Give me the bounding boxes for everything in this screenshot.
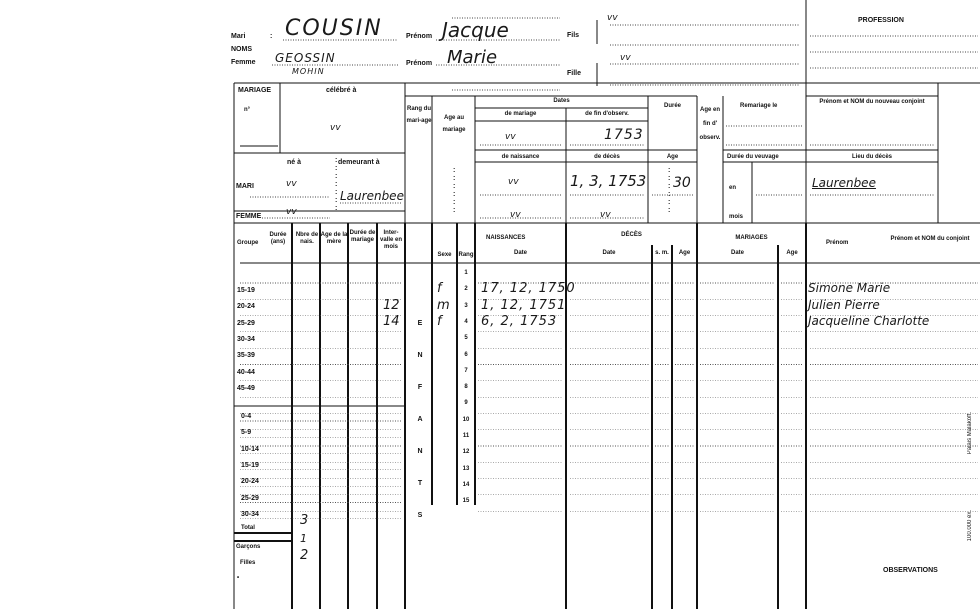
lieu-deces-label: Lieu du décès (851, 154, 892, 160)
rang-number: 6 (464, 351, 468, 358)
groupe-age-top: 35-39 (237, 352, 255, 360)
rang-number: 2 (464, 286, 468, 293)
mari-age-deces-value: 30 (673, 175, 691, 191)
naissances-date-header: Date (513, 250, 527, 256)
femme-prenom-label: Prénom (406, 60, 433, 67)
child-prenom: Simone Marie (808, 281, 891, 296)
mariages-header: MARIAGES (735, 235, 768, 241)
groupe-age-bottom: 20-24 (241, 478, 259, 486)
filles-label: Filles (240, 560, 256, 566)
groupe-age-top: 20-24 (237, 303, 255, 311)
rang-number: 11 (462, 433, 470, 439)
child-prenom: Julien Pierre (808, 297, 880, 312)
duree-veuvage-label: Durée du veuvage (727, 154, 779, 160)
fils-label: Fils (567, 32, 580, 39)
lieu-deces-value: Laurenbee (812, 176, 876, 190)
groupe-age-top: 15-19 (237, 287, 255, 294)
child-birth-date: 17, 12, 1750 (481, 281, 576, 297)
sexe-header: Sexe (437, 252, 452, 258)
femme-naissance-value: vv (510, 210, 521, 220)
rang-number: 5 (464, 335, 468, 342)
mari-prenom-value: Jacque (442, 18, 509, 42)
celebre-value: vv (330, 123, 341, 133)
remariage-label: Remariage le (740, 103, 778, 109)
mari-naissance-value: vv (508, 177, 519, 187)
rang-number: 3 (464, 302, 468, 309)
mari-deces-value: 1, 3, 1753 (570, 172, 647, 190)
age-mere-header: Age de la mère (320, 232, 348, 245)
printer-credit: Palais Malakoff. (967, 412, 973, 455)
child-intervalle: 12 (383, 297, 400, 313)
demeurant-label: demeurant à (338, 159, 380, 166)
deces-header: DÉCÈS (621, 232, 642, 238)
bottom-marker: • (237, 575, 240, 581)
mari-colon: : (270, 33, 273, 40)
date-mariage-value: vv (505, 132, 516, 142)
enfants-letter: A (417, 416, 423, 423)
fils-mark: vv (607, 13, 618, 23)
mari-prenom-label: Prénom (406, 33, 433, 40)
femme-row-label: FEMME (236, 213, 262, 220)
age-sub-label: Age (666, 154, 679, 160)
groupe-age-top: 45-49 (237, 384, 255, 392)
groupe-age-top: 30-34 (237, 335, 255, 343)
enfants-letter: N (417, 352, 423, 359)
rang-mariage-label: Rang du mari-age (406, 106, 432, 124)
prenom-header: Prénom (826, 240, 849, 246)
enfants-letter: F (417, 384, 423, 391)
nbre-header: Nbre de nais. (295, 232, 319, 245)
mari-nom-value: COUSIN (285, 16, 383, 41)
rang-number: 13 (462, 465, 470, 472)
intervalle-header: Inter-valle en mois (379, 230, 402, 250)
child-sexe: f (437, 313, 442, 329)
groupe-age-bottom: 15-19 (241, 461, 259, 469)
femme-label: Femme (231, 59, 256, 66)
duree-mariage-header: Durée de mariage (349, 230, 376, 243)
age-fin-obs-label: Age en fin d' observ. (699, 107, 721, 141)
en-label: en (729, 185, 737, 191)
celebre-label: célébré à (326, 87, 357, 94)
femme-prenom-value: Marie (447, 47, 498, 68)
groupe-age-bottom: 30-34 (241, 510, 259, 518)
groupe-age-bottom: 5-9 (241, 429, 252, 437)
rang-number: 12 (462, 449, 470, 456)
rang-number: 14 (462, 481, 470, 488)
mois-label: mois (729, 214, 744, 220)
age-dots: : : : : : : (453, 167, 456, 214)
rang-number: 8 (464, 384, 468, 391)
groupe-age-bottom: 25-29 (241, 494, 259, 502)
garcons-value: 1 (300, 532, 307, 545)
groupe-age-top: 40-44 (237, 368, 255, 376)
de-naissance-label: de naissance (501, 154, 540, 160)
rang-number: 9 (464, 400, 468, 407)
print-run: 100.000 ex. (967, 510, 973, 542)
enfants-letter: E (417, 320, 423, 327)
deces-age-header: Age (678, 250, 691, 256)
mariages-date-header: Date (730, 250, 744, 256)
rang-number: 4 (464, 318, 468, 325)
mariage-title: MARIAGE (238, 87, 272, 94)
de-mariage-label: de mariage (504, 111, 537, 117)
total-value: 3 (300, 513, 309, 528)
enfants-letter: N (417, 448, 423, 455)
separator-dots: : : : : : : : (335, 157, 338, 212)
groupe-age-bottom: 10-14 (241, 445, 259, 453)
nouveau-conjoint-label: Prénom et NOM du nouveau conjoint (819, 99, 925, 105)
de-deces-label: de décès (594, 154, 620, 160)
fille-label: Fille (567, 70, 582, 77)
rang-number: 1 (464, 270, 468, 276)
groupe-age-top: 25-29 (237, 319, 255, 327)
enfants-letter: S (417, 512, 423, 519)
rang-header: Rang (458, 252, 474, 258)
deces-date-header: Date (602, 250, 616, 256)
femme-deces-value: vv (600, 210, 611, 220)
fin-observ-label: de fin d'observ. (585, 111, 629, 117)
groupe-age-bottom: 0-4 (241, 413, 252, 420)
rang-number: 7 (464, 367, 468, 374)
child-birth-date: 1, 12, 1751 (481, 297, 567, 313)
enfants-letter: T (417, 480, 423, 487)
rang-number: 10 (462, 416, 470, 423)
noms-label: NOMS (231, 46, 252, 53)
mariages-age-header: Age (786, 250, 798, 256)
femme-ne-value: vv (286, 207, 297, 217)
age2-dots: : : : : : : (668, 167, 671, 214)
rang-number: 15 (462, 498, 470, 505)
duree-label: Durée (663, 103, 681, 109)
sm-header: s. m. (655, 250, 669, 256)
filles-value: 2 (300, 548, 309, 563)
groupe-header: Groupe (237, 240, 259, 246)
child-sexe: m (437, 297, 450, 313)
child-prenom: Jacqueline Charlotte (808, 313, 930, 328)
dates-label: Dates (553, 98, 570, 104)
naissances-header: NAISSANCES (486, 235, 526, 241)
ne-a-label: né à (287, 159, 302, 166)
child-intervalle: 14 (383, 313, 400, 329)
femme-nom-variant: MOHIN (292, 67, 325, 76)
garcons-label: Garçons (236, 544, 261, 550)
observations-label: OBSERVATIONS (883, 567, 938, 574)
mari-demeurant-value: Laurenbee (340, 189, 404, 203)
fin-observ-value: 1753 (604, 127, 644, 143)
mari-label: Mari (231, 33, 246, 40)
conjoint-header: Prénom et NOM du conjoint (890, 236, 970, 242)
total-label: Total (241, 525, 255, 531)
profession-label: PROFESSION (858, 17, 904, 24)
numero-label: n° (244, 107, 251, 113)
duree-ans-header: Durée (ans) (269, 232, 287, 245)
mari-row-label: MARI (236, 183, 254, 190)
mari-ne-value: vv (286, 179, 297, 189)
femme-nom-value: GEOSSIN (275, 51, 336, 65)
age-au-mariage-label: Age au mariage (442, 115, 466, 133)
child-sexe: f (437, 281, 442, 297)
fille-mark: vv (620, 53, 631, 63)
child-birth-date: 6, 2, 1753 (481, 313, 558, 329)
